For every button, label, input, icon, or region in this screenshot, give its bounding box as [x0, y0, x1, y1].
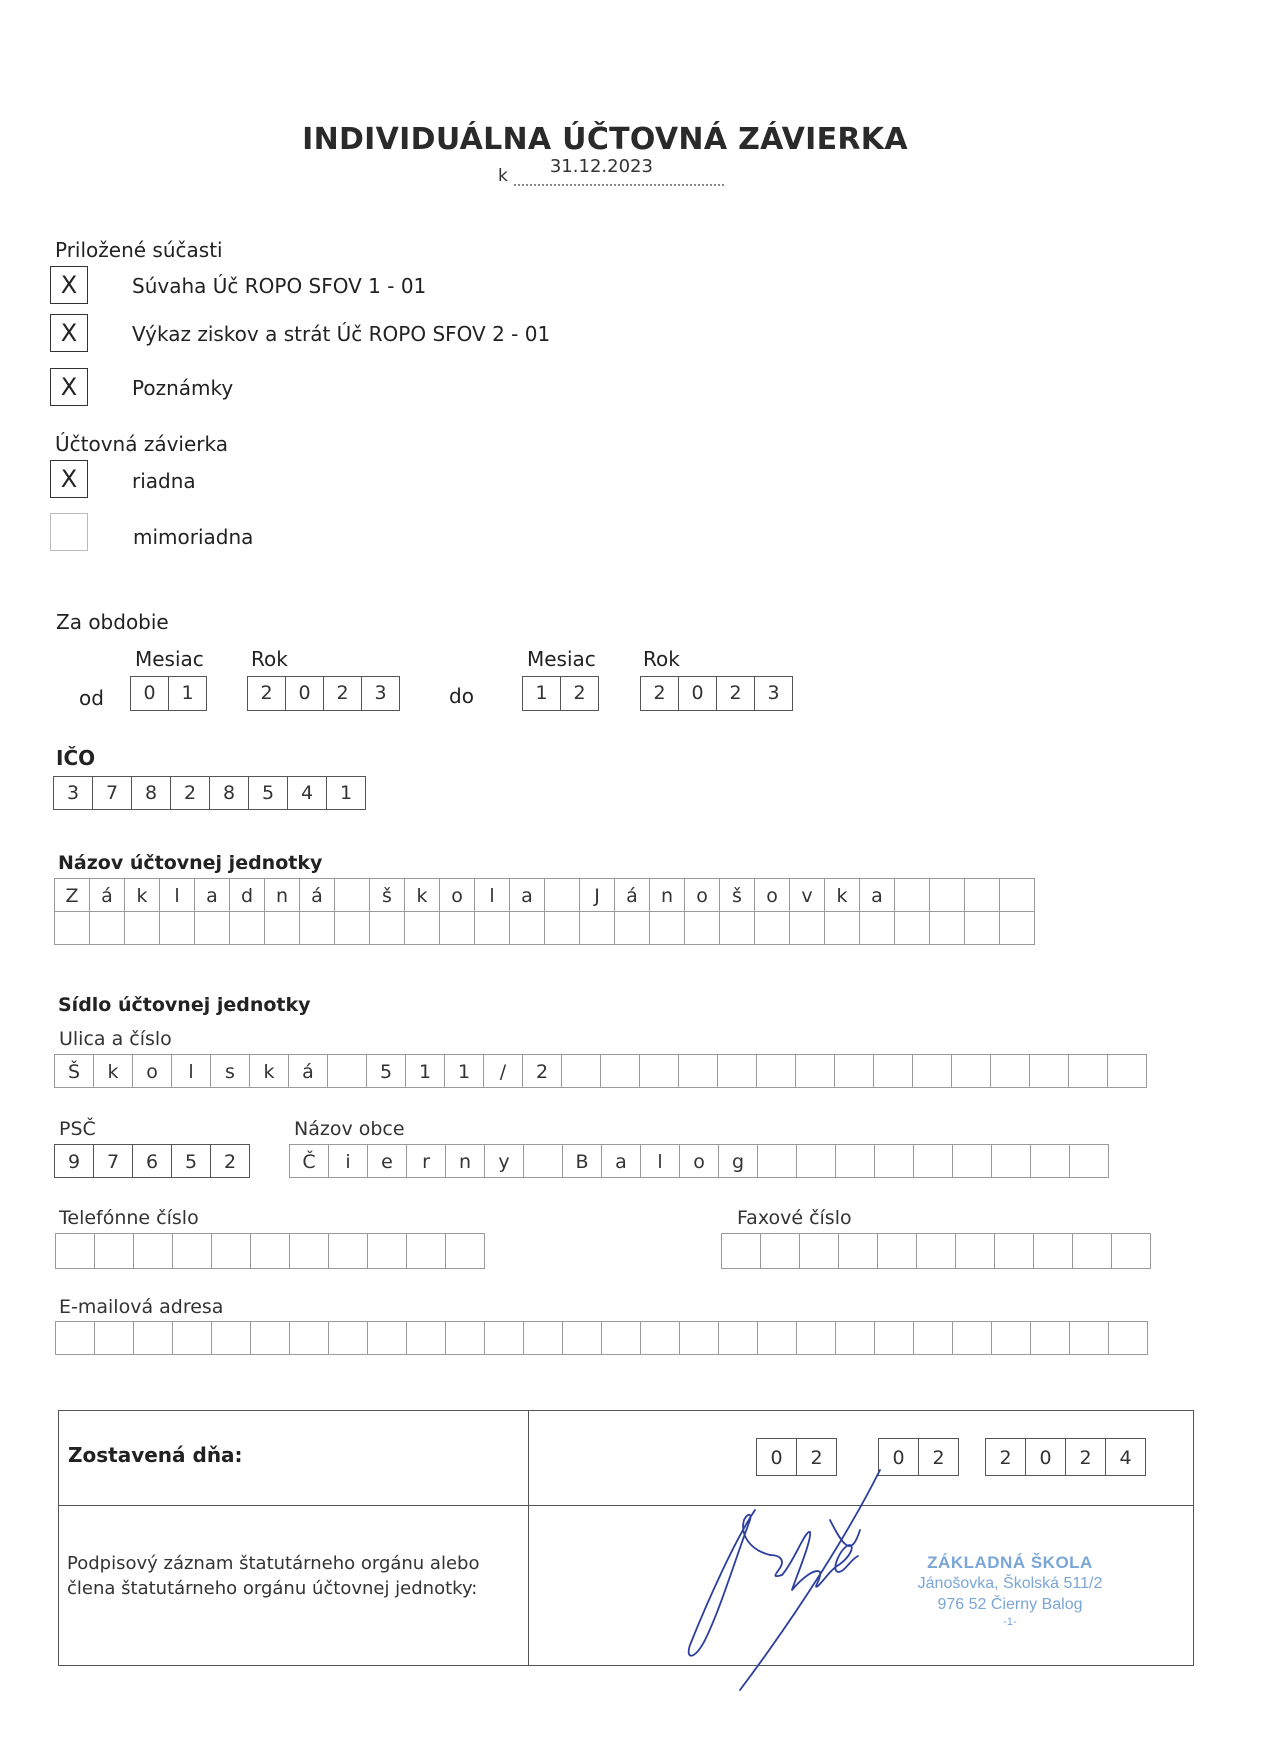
- char-cell[interactable]: o: [754, 878, 790, 912]
- stamp-line-4: -1-: [1003, 1616, 1017, 1628]
- char-cell[interactable]: [721, 1233, 761, 1269]
- char-cell[interactable]: 2: [210, 1144, 250, 1178]
- char-cell[interactable]: [964, 878, 1000, 912]
- char-cell[interactable]: [640, 1321, 680, 1355]
- digit-cell[interactable]: 5: [248, 776, 288, 810]
- char-cell[interactable]: [561, 1054, 601, 1088]
- closing-date: [498, 156, 724, 186]
- char-cell[interactable]: k: [404, 878, 440, 912]
- city-field[interactable]: [289, 1144, 1109, 1178]
- psc-label: PSČ: [59, 1118, 96, 1140]
- char-cell[interactable]: [509, 911, 545, 945]
- label-extraordinary: mimoriadna: [133, 525, 254, 549]
- stamp-line-3: 976 52 Čierny Balog: [937, 1596, 1083, 1613]
- char-cell[interactable]: [250, 1321, 290, 1355]
- char-cell[interactable]: k: [249, 1054, 289, 1088]
- signature-label-line-1: Podpisový záznam štatutárneho orgánu alebo: [67, 1553, 480, 1574]
- city-row: [289, 1144, 1109, 1178]
- char-cell[interactable]: [133, 1233, 173, 1269]
- char-cell[interactable]: [334, 911, 370, 945]
- char-cell[interactable]: [54, 911, 90, 945]
- fax-row: [721, 1233, 1151, 1269]
- footer-divider-v: [528, 1410, 529, 1666]
- char-cell[interactable]: [796, 1321, 836, 1355]
- char-cell[interactable]: [406, 1321, 446, 1355]
- char-cell[interactable]: k: [93, 1054, 133, 1088]
- digit-cell[interactable]: 0: [285, 676, 324, 711]
- char-cell[interactable]: [894, 878, 930, 912]
- char-cell[interactable]: [544, 911, 580, 945]
- char-cell[interactable]: 7: [93, 1144, 133, 1178]
- char-cell[interactable]: [334, 878, 370, 912]
- char-cell[interactable]: [328, 1233, 368, 1269]
- char-cell[interactable]: [756, 1054, 796, 1088]
- char-cell[interactable]: [211, 1233, 251, 1269]
- phone-row: [55, 1233, 485, 1269]
- char-cell[interactable]: [913, 1321, 953, 1355]
- digit-cell[interactable]: 2: [323, 676, 362, 711]
- from-month-label: Mesiac: [135, 647, 204, 671]
- char-cell[interactable]: [55, 1233, 95, 1269]
- checkbox-notes[interactable]: X: [50, 368, 88, 406]
- digit-cell[interactable]: 3: [53, 776, 93, 810]
- char-cell[interactable]: 5: [171, 1144, 211, 1178]
- char-cell[interactable]: 6: [132, 1144, 172, 1178]
- char-cell[interactable]: [913, 1144, 953, 1178]
- page-title: INDIVIDUÁLNA ÚČTOVNÁ ZÁVIERKA: [302, 122, 908, 157]
- char-cell[interactable]: [684, 911, 720, 945]
- char-cell[interactable]: [211, 1321, 251, 1355]
- char-cell[interactable]: k: [824, 878, 860, 912]
- char-cell[interactable]: [1030, 1321, 1070, 1355]
- handwritten-signature: [680, 1460, 1120, 1700]
- char-cell[interactable]: [369, 911, 405, 945]
- to-month-label: Mesiac: [527, 647, 596, 671]
- digit-cell[interactable]: 2: [796, 1438, 837, 1476]
- char-cell[interactable]: a: [509, 878, 545, 912]
- char-cell[interactable]: [523, 1321, 563, 1355]
- char-cell[interactable]: [328, 1321, 368, 1355]
- digit-cell[interactable]: 0: [1025, 1438, 1066, 1476]
- digit-cell[interactable]: 8: [131, 776, 171, 810]
- psc-field[interactable]: [54, 1144, 250, 1178]
- unit-name-field[interactable]: [54, 878, 1035, 945]
- char-cell[interactable]: 1: [444, 1054, 484, 1088]
- fax-label: Faxové číslo: [737, 1207, 852, 1229]
- ico-field[interactable]: [53, 776, 366, 810]
- char-cell[interactable]: [719, 911, 755, 945]
- char-cell[interactable]: [1108, 1321, 1148, 1355]
- char-cell[interactable]: [1107, 1054, 1147, 1088]
- char-cell[interactable]: [1072, 1233, 1112, 1269]
- char-cell[interactable]: /: [483, 1054, 523, 1088]
- char-cell[interactable]: [601, 1321, 641, 1355]
- char-cell[interactable]: [289, 1321, 329, 1355]
- char-cell[interactable]: [439, 911, 475, 945]
- char-cell[interactable]: i: [328, 1144, 368, 1178]
- char-cell[interactable]: y: [484, 1144, 524, 1178]
- address-heading: Sídlo účtovnej jednotky: [58, 994, 311, 1016]
- email-row: [55, 1321, 1148, 1355]
- stamp-line-1: ZÁKLADNÁ ŠKOLA: [927, 1553, 1093, 1572]
- char-cell[interactable]: [874, 1321, 914, 1355]
- city-label: Názov obce: [294, 1118, 405, 1140]
- signature-label-line-2: člena štatutárneho orgánu účtovnej jednotky:: [67, 1578, 478, 1599]
- char-cell[interactable]: a: [601, 1144, 641, 1178]
- char-cell[interactable]: a: [859, 878, 895, 912]
- char-cell[interactable]: [951, 1054, 991, 1088]
- char-cell[interactable]: [600, 1054, 640, 1088]
- char-cell[interactable]: [367, 1321, 407, 1355]
- digit-cell[interactable]: 0: [678, 676, 717, 711]
- digit-cell[interactable]: 2: [170, 776, 210, 810]
- digit-cell[interactable]: 0: [878, 1438, 919, 1476]
- digit-cell[interactable]: 1: [522, 676, 561, 711]
- char-cell[interactable]: [133, 1321, 173, 1355]
- checkbox-profit-loss[interactable]: X: [50, 314, 88, 352]
- char-cell[interactable]: [964, 911, 1000, 945]
- char-cell[interactable]: [264, 911, 300, 945]
- char-cell[interactable]: [124, 911, 160, 945]
- char-cell[interactable]: [999, 878, 1035, 912]
- char-cell[interactable]: [894, 911, 930, 945]
- digit-cell[interactable]: 3: [361, 676, 400, 711]
- char-cell[interactable]: [562, 1321, 602, 1355]
- char-cell[interactable]: o: [132, 1054, 172, 1088]
- fax-field[interactable]: [721, 1233, 1151, 1269]
- char-cell[interactable]: 5: [366, 1054, 406, 1088]
- char-cell[interactable]: a: [194, 878, 230, 912]
- char-cell[interactable]: B: [562, 1144, 602, 1178]
- stamp-line-2: Jánošovka, Školská 511/2: [917, 1575, 1103, 1592]
- digit-cell[interactable]: 3: [754, 676, 793, 711]
- char-cell[interactable]: [299, 911, 335, 945]
- digit-cell[interactable]: 8: [209, 776, 249, 810]
- digit-cell[interactable]: 1: [326, 776, 366, 810]
- char-cell[interactable]: [1030, 1144, 1070, 1178]
- char-cell[interactable]: [1111, 1233, 1151, 1269]
- email-label: E-mailová adresa: [59, 1296, 224, 1318]
- char-cell[interactable]: [991, 1144, 1031, 1178]
- checkbox-extraordinary[interactable]: [50, 513, 88, 551]
- char-cell[interactable]: [229, 911, 265, 945]
- period-heading: Za obdobie: [56, 610, 169, 634]
- char-cell[interactable]: [1068, 1054, 1108, 1088]
- char-cell[interactable]: [859, 911, 895, 945]
- digit-cell[interactable]: 2: [918, 1438, 959, 1476]
- char-cell[interactable]: [194, 911, 230, 945]
- char-cell[interactable]: [159, 911, 195, 945]
- char-cell[interactable]: [873, 1054, 913, 1088]
- ico-label: IČO: [56, 746, 96, 770]
- char-cell[interactable]: [679, 1321, 719, 1355]
- street-row: [54, 1054, 1147, 1088]
- char-cell[interactable]: [999, 911, 1035, 945]
- digit-cell[interactable]: 4: [287, 776, 327, 810]
- char-cell[interactable]: [929, 911, 965, 945]
- char-cell[interactable]: o: [679, 1144, 719, 1178]
- char-cell[interactable]: [1029, 1054, 1069, 1088]
- digit-cell[interactable]: 2: [247, 676, 286, 711]
- char-cell[interactable]: [754, 911, 790, 945]
- char-cell[interactable]: [1069, 1321, 1109, 1355]
- char-cell[interactable]: 2: [522, 1054, 562, 1088]
- char-cell[interactable]: [474, 911, 510, 945]
- char-cell[interactable]: [445, 1321, 485, 1355]
- char-cell[interactable]: [824, 911, 860, 945]
- digit-cell[interactable]: 1: [168, 676, 207, 711]
- char-cell[interactable]: J: [579, 878, 615, 912]
- char-cell[interactable]: á: [299, 878, 335, 912]
- unit-name-row-1: [54, 878, 1035, 912]
- char-cell[interactable]: [544, 878, 580, 912]
- char-cell[interactable]: 9: [54, 1144, 94, 1178]
- char-cell[interactable]: [799, 1233, 839, 1269]
- from-label: od: [79, 686, 104, 710]
- char-cell[interactable]: [404, 911, 440, 945]
- char-cell[interactable]: n: [445, 1144, 485, 1178]
- char-cell[interactable]: [649, 911, 685, 945]
- char-cell[interactable]: [678, 1054, 718, 1088]
- digit-cell[interactable]: 2: [1065, 1438, 1106, 1476]
- char-cell[interactable]: [955, 1233, 995, 1269]
- char-cell[interactable]: [757, 1144, 797, 1178]
- char-cell[interactable]: [952, 1144, 992, 1178]
- char-cell[interactable]: n: [264, 878, 300, 912]
- char-cell[interactable]: [172, 1233, 212, 1269]
- digit-cell[interactable]: 2: [640, 676, 679, 711]
- label-profit-loss: Výkaz ziskov a strát Úč ROPO SFOV 2 - 01: [132, 322, 551, 346]
- digit-cell[interactable]: 0: [756, 1438, 797, 1476]
- char-cell[interactable]: o: [439, 878, 475, 912]
- char-cell[interactable]: [1033, 1233, 1073, 1269]
- char-cell[interactable]: o: [684, 878, 720, 912]
- char-cell[interactable]: [172, 1321, 212, 1355]
- char-cell[interactable]: [835, 1321, 875, 1355]
- digit-cell[interactable]: 2: [985, 1438, 1026, 1476]
- digit-cell[interactable]: 0: [130, 676, 169, 711]
- digit-cell[interactable]: 2: [560, 676, 599, 711]
- char-cell[interactable]: [614, 911, 650, 945]
- char-cell[interactable]: [406, 1233, 446, 1269]
- char-cell[interactable]: [327, 1054, 367, 1088]
- street-label: Ulica a číslo: [59, 1028, 172, 1050]
- char-cell[interactable]: l: [474, 878, 510, 912]
- char-cell[interactable]: [94, 1233, 134, 1269]
- char-cell[interactable]: [579, 911, 615, 945]
- to-year-label: Rok: [643, 647, 680, 671]
- from-month-field[interactable]: [130, 676, 207, 711]
- char-cell[interactable]: l: [640, 1144, 680, 1178]
- char-cell[interactable]: [795, 1054, 835, 1088]
- char-cell[interactable]: [250, 1233, 290, 1269]
- label-notes: Poznámky: [132, 376, 234, 400]
- from-year-label: Rok: [251, 647, 288, 671]
- char-cell[interactable]: d: [229, 878, 265, 912]
- char-cell[interactable]: Z: [54, 878, 90, 912]
- from-year-field[interactable]: [247, 676, 400, 711]
- char-cell[interactable]: [445, 1233, 485, 1269]
- char-cell[interactable]: š: [369, 878, 405, 912]
- checkbox-regular[interactable]: X: [50, 460, 88, 498]
- char-cell[interactable]: [757, 1321, 797, 1355]
- char-cell[interactable]: s: [210, 1054, 250, 1088]
- date-prefix: k: [498, 166, 508, 186]
- char-cell[interactable]: l: [159, 878, 195, 912]
- char-cell[interactable]: [991, 1321, 1031, 1355]
- char-cell[interactable]: 1: [405, 1054, 445, 1088]
- char-cell[interactable]: [717, 1054, 757, 1088]
- char-cell[interactable]: [523, 1144, 563, 1178]
- compiled-label: Zostavená dňa:: [68, 1443, 243, 1467]
- char-cell[interactable]: [834, 1054, 874, 1088]
- char-cell[interactable]: á: [288, 1054, 328, 1088]
- label-balance-sheet: Súvaha Úč ROPO SFOV 1 - 01: [132, 274, 427, 298]
- char-cell[interactable]: [912, 1054, 952, 1088]
- char-cell[interactable]: [952, 1321, 992, 1355]
- street-field[interactable]: [54, 1054, 1147, 1088]
- closing-type-heading: Účtovná závierka: [55, 432, 228, 456]
- char-cell[interactable]: [1069, 1144, 1109, 1178]
- char-cell[interactable]: [994, 1233, 1034, 1269]
- digit-cell[interactable]: 4: [1105, 1438, 1146, 1476]
- char-cell[interactable]: š: [719, 878, 755, 912]
- char-cell[interactable]: [760, 1233, 800, 1269]
- char-cell[interactable]: [916, 1233, 956, 1269]
- char-cell[interactable]: [874, 1144, 914, 1178]
- char-cell[interactable]: Š: [54, 1054, 94, 1088]
- char-cell[interactable]: [94, 1321, 134, 1355]
- char-cell[interactable]: v: [789, 878, 825, 912]
- email-field[interactable]: [55, 1321, 1148, 1355]
- char-cell[interactable]: á: [614, 878, 650, 912]
- char-cell[interactable]: Č: [289, 1144, 329, 1178]
- char-cell[interactable]: [367, 1233, 407, 1269]
- phone-field[interactable]: [55, 1233, 485, 1269]
- char-cell[interactable]: [289, 1233, 329, 1269]
- char-cell[interactable]: g: [718, 1144, 758, 1178]
- label-regular: riadna: [132, 469, 196, 493]
- char-cell[interactable]: [796, 1144, 836, 1178]
- char-cell[interactable]: [990, 1054, 1030, 1088]
- unit-name-label: Názov účtovnej jednotky: [58, 852, 323, 874]
- char-cell[interactable]: n: [649, 878, 685, 912]
- char-cell[interactable]: [89, 911, 125, 945]
- char-cell[interactable]: [484, 1321, 524, 1355]
- to-month-field[interactable]: [522, 676, 599, 711]
- attached-heading: Priložené súčasti: [55, 238, 223, 262]
- digit-cell[interactable]: 7: [92, 776, 132, 810]
- phone-label: Telefónne číslo: [59, 1207, 199, 1229]
- char-cell[interactable]: r: [406, 1144, 446, 1178]
- psc-row: [54, 1144, 250, 1178]
- char-cell[interactable]: [639, 1054, 679, 1088]
- char-cell[interactable]: [838, 1233, 878, 1269]
- char-cell[interactable]: [877, 1233, 917, 1269]
- to-year-field[interactable]: [640, 676, 793, 711]
- char-cell[interactable]: [718, 1321, 758, 1355]
- char-cell[interactable]: [929, 878, 965, 912]
- unit-name-row-2: [54, 911, 1035, 945]
- digit-cell[interactable]: 2: [716, 676, 755, 711]
- char-cell[interactable]: [835, 1144, 875, 1178]
- checkbox-balance-sheet[interactable]: X: [50, 266, 88, 304]
- char-cell[interactable]: á: [89, 878, 125, 912]
- char-cell[interactable]: e: [367, 1144, 407, 1178]
- char-cell[interactable]: k: [124, 878, 160, 912]
- char-cell[interactable]: [789, 911, 825, 945]
- char-cell[interactable]: [55, 1321, 95, 1355]
- closing-date-value: 31.12.2023: [549, 156, 653, 177]
- to-label: do: [449, 684, 474, 708]
- char-cell[interactable]: l: [171, 1054, 211, 1088]
